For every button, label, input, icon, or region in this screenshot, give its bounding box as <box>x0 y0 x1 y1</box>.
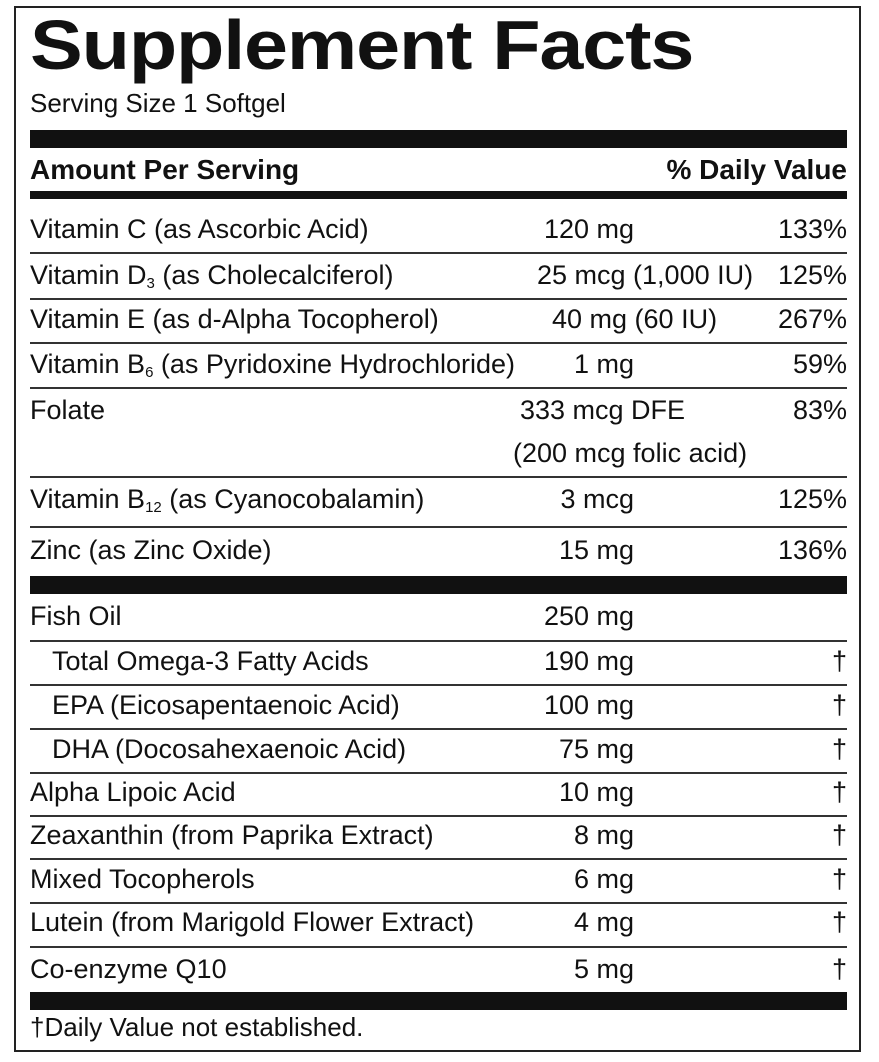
ingredient-amount: 100 mg <box>543 690 634 720</box>
ingredient-daily-value: † <box>831 954 847 984</box>
nutrient-name <box>30 349 515 380</box>
nutrient-row-zinc <box>30 529 847 573</box>
ingredient-name: Fish Oil <box>30 601 122 631</box>
nutrient-amount: 15 mg <box>558 535 634 565</box>
nutrient-name <box>30 484 424 515</box>
nutrient-row-folic-acid <box>30 432 847 476</box>
thick-divider <box>30 576 847 594</box>
ingredient-amount: 75 mg <box>558 734 634 764</box>
ingredient-row-lutein <box>30 901 847 945</box>
ingredient-daily-value: † <box>831 690 847 720</box>
ingredient-amount: 5 mg <box>573 954 634 984</box>
ingredient-daily-value: † <box>831 820 847 850</box>
nutrient-name: Vitamin E (as d-Alpha Tocopherol) <box>30 304 439 334</box>
name-rest: (as Cyanocobalamin) <box>161 484 425 514</box>
ingredient-daily-value: † <box>831 777 847 807</box>
nutrient-name <box>30 260 393 291</box>
ingredient-daily-value: † <box>831 734 847 764</box>
ingredient-name: Co-enzyme Q10 <box>30 954 227 984</box>
ingredient-row-zeaxanthin <box>30 814 847 858</box>
nutrient-daily-value: 133% <box>777 214 847 244</box>
nutrient-amount: 333 mcg DFE <box>520 395 686 425</box>
nutrient-daily-value: 59% <box>792 349 847 379</box>
ingredient-name: Lutein (from Marigold Flower Extract) <box>30 907 475 937</box>
nutrient-name: Folate <box>30 395 106 425</box>
nutrient-row-vitamin-b12 <box>30 478 847 522</box>
name-rest: (as Pyridoxine Hydrochloride) <box>153 349 516 379</box>
amount-per-serving-header: Amount Per Serving <box>30 154 300 185</box>
thick-divider <box>30 130 847 148</box>
medium-divider <box>30 191 847 199</box>
name-rest: (as Cholecalciferol) <box>154 260 394 290</box>
nutrient-name: Zinc (as Zinc Oxide) <box>30 535 272 565</box>
nutrient-row-vitamin-c <box>30 208 847 252</box>
ingredient-row-coenzyme-q10 <box>30 948 847 992</box>
ingredient-row-dha <box>30 728 847 772</box>
ingredient-amount: 8 mg <box>573 820 634 850</box>
nutrient-amount: 25 mcg (1,000 IU) <box>537 260 754 290</box>
nutrient-daily-value: 136% <box>777 535 847 565</box>
footnote: †Daily Value not established. <box>30 1012 364 1042</box>
nutrient-amount: 3 mcg <box>560 484 634 514</box>
nutrient-row-vitamin-e <box>30 298 847 342</box>
nutrient-amount: 40 mg (60 IU) <box>552 304 718 334</box>
name-base: Vitamin B <box>30 484 146 514</box>
ingredient-daily-value: † <box>831 907 847 937</box>
ingredient-row-mixed-tocopherols <box>30 858 847 902</box>
ingredient-row-fish-oil <box>30 595 847 639</box>
daily-value-header: % Daily Value <box>666 154 847 185</box>
ingredient-row-omega-3 <box>30 640 847 684</box>
name-base: Vitamin D <box>30 260 147 290</box>
nutrient-amount: 120 mg <box>543 214 634 244</box>
nutrient-daily-value: 267% <box>777 304 847 334</box>
ingredient-daily-value: † <box>831 646 847 676</box>
row-divider <box>30 526 847 528</box>
subscript: 12 <box>145 499 162 516</box>
name-base: Vitamin B <box>30 349 146 379</box>
nutrient-amount: (200 mcg folic acid) <box>513 438 748 468</box>
serving-size: Serving Size 1 Softgel <box>30 88 286 118</box>
ingredient-name: Mixed Tocopherols <box>30 864 255 894</box>
ingredient-name: Zeaxanthin (from Paprika Extract) <box>30 820 434 850</box>
supplement-facts-label <box>14 6 861 1052</box>
ingredient-row-alpha-lipoic-acid <box>30 771 847 815</box>
ingredient-name: DHA (Docosahexaenoic Acid) <box>52 734 407 764</box>
nutrient-name: Vitamin C (as Ascorbic Acid) <box>30 214 369 244</box>
nutrient-daily-value: 83% <box>792 395 847 425</box>
ingredient-name: Total Omega-3 Fatty Acids <box>52 646 369 676</box>
ingredient-name: EPA (Eicosapentaenoic Acid) <box>52 690 400 720</box>
ingredient-amount: 6 mg <box>573 864 634 894</box>
nutrient-row-vitamin-d3 <box>30 254 847 298</box>
label-content <box>30 8 847 1050</box>
ingredient-amount: 190 mg <box>543 646 634 676</box>
nutrient-row-vitamin-b6 <box>30 343 847 387</box>
subscript: 3 <box>146 275 155 292</box>
thick-divider <box>30 992 847 1010</box>
nutrient-daily-value: 125% <box>777 260 847 290</box>
subscript: 6 <box>145 364 154 381</box>
ingredient-amount: 10 mg <box>558 777 634 807</box>
nutrient-amount: 1 mg <box>573 349 634 379</box>
ingredient-daily-value: † <box>831 864 847 894</box>
ingredient-name: Alpha Lipoic Acid <box>30 777 236 807</box>
ingredient-row-epa <box>30 684 847 728</box>
nutrient-daily-value: 125% <box>777 484 847 514</box>
ingredient-amount: 250 mg <box>543 601 634 631</box>
nutrient-row-folate <box>30 389 847 433</box>
label-title: Supplement Facts <box>30 6 694 84</box>
ingredient-amount: 4 mg <box>573 907 634 937</box>
